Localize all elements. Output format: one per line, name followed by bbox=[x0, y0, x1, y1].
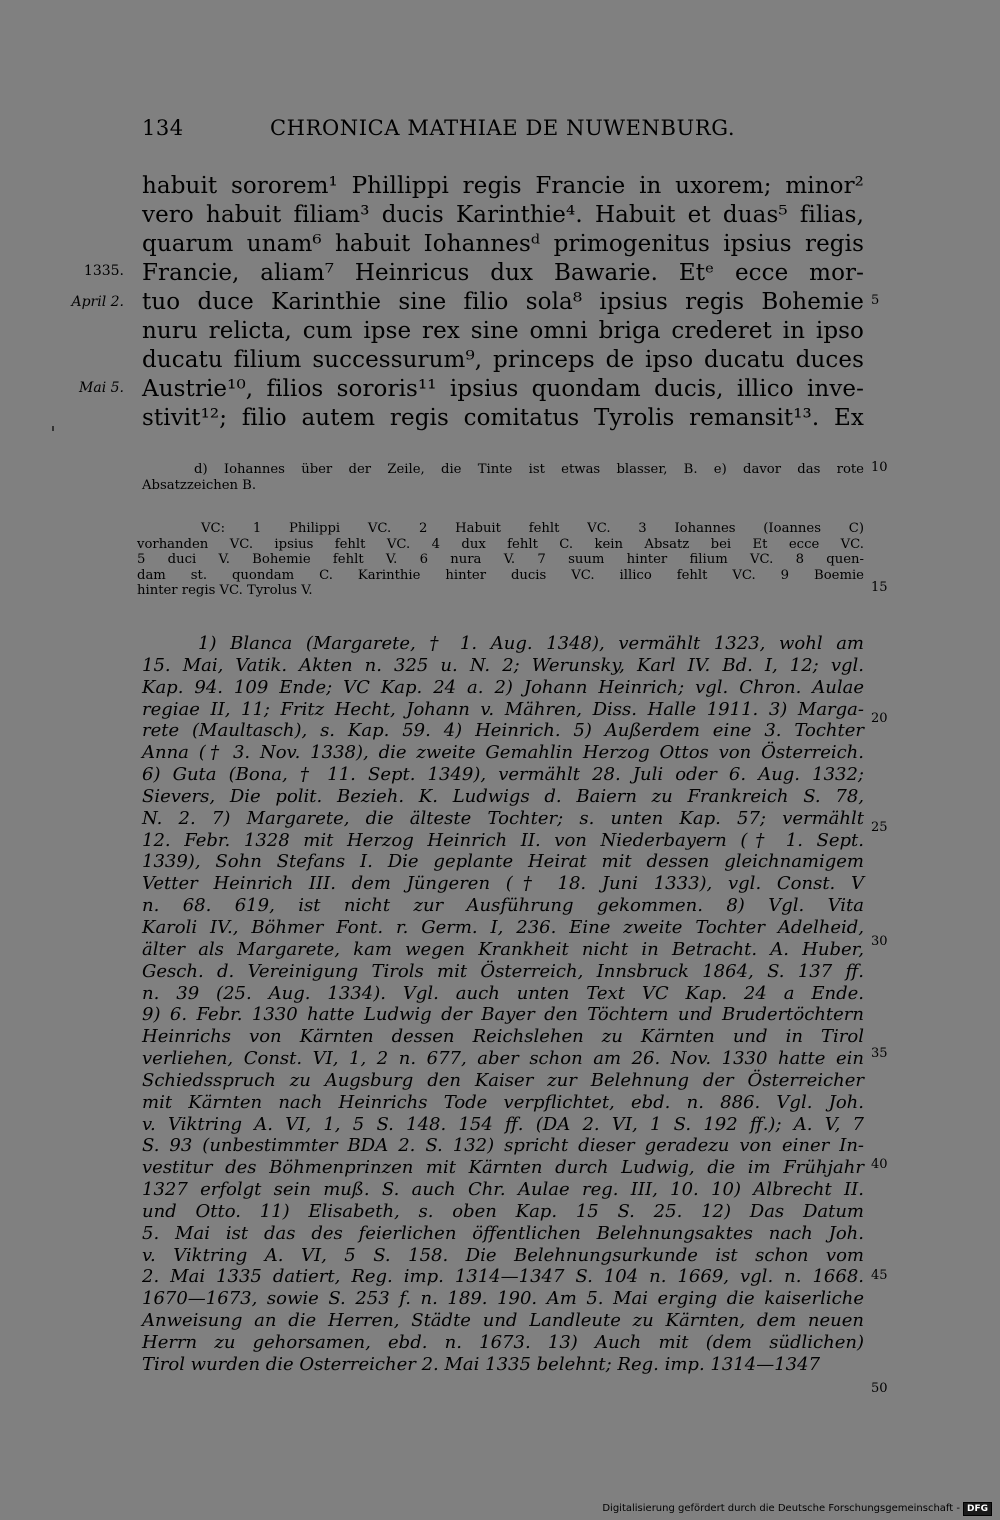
running-title: CHRONICA MATHIAE DE NUWENBURG. bbox=[270, 116, 736, 140]
line-number: 35 bbox=[871, 1046, 888, 1061]
main-text-line: tuo duce Karinthie sine filio sola⁸ ipsius regis Bohemie bbox=[142, 289, 864, 315]
line-number: 40 bbox=[871, 1157, 888, 1172]
line-number: 10 bbox=[871, 460, 888, 475]
commentary-line: 1339), Sohn Stefans I. Die geplante Heirat mit dessen gleichnamigem bbox=[142, 851, 864, 873]
variant-readings bbox=[137, 521, 864, 599]
main-text-line: habuit sororem¹ Phillippi regis Francie in uxorem; minor² bbox=[142, 173, 864, 199]
commentary-line: Kap. 94. 109 Ende; VC Kap. 24 a. 2) Johann Heinrich; vgl. Chron. Aulae bbox=[142, 676, 864, 698]
variant-line: vorhanden VC. ipsius fehlt VC. 4 dux fehlt C. kein Absatz bei Et ecce VC. bbox=[137, 536, 864, 552]
main-text bbox=[142, 172, 864, 433]
commentary-line: Tirol wurden die Osterreicher 2. Mai 1335 belehnt; Reg. imp. 1314—1347 bbox=[142, 1353, 821, 1375]
commentary-line: S. 93 (unbestimmter BDA 2. S. 132) spricht dieser geradezu von einer In- bbox=[142, 1135, 864, 1157]
line-number: 15 bbox=[871, 580, 888, 595]
commentary-notes bbox=[142, 633, 864, 1376]
commentary-line: n. 39 (25. Aug. 1334). Vgl. auch unten Text VC Kap. 24 a Ende. bbox=[142, 982, 864, 1004]
line-number: 5 bbox=[871, 293, 880, 308]
main-text-line: vero habuit filiam³ ducis Karinthie⁴. Habuit et duas⁵ filias, bbox=[142, 202, 864, 228]
commentary-line: 2. Mai 1335 datiert, Reg. imp. 1314—1347 S. 104 n. 1669, vgl. n. 1668. bbox=[142, 1266, 864, 1288]
commentary-line: 5. Mai ist das des feierlichen öffentlichen Belehnungsaktes nach Joh. bbox=[142, 1222, 864, 1244]
footer-credit bbox=[602, 1502, 992, 1516]
commentary-line: 12. Febr. 1328 mit Herzog Heinrich II. von Niederbayern († 1. Sept. bbox=[142, 829, 864, 851]
commentary-line: mit Kärnten nach Heinrichs Tode verpflichtet, ebd. n. 886. Vgl. Joh. bbox=[142, 1091, 864, 1113]
commentary-line: v. Viktring A. VI, 5 S. 158. Die Belehnungsurkunde ist schon vom bbox=[142, 1244, 864, 1266]
page-header bbox=[142, 116, 862, 146]
dfg-logo: DFG bbox=[963, 1502, 992, 1516]
commentary-line: vestitur des Böhmenprinzen mit Kärnten durch Ludwig, die im Frühjahr bbox=[142, 1157, 864, 1179]
main-text-line: ducatu filium successurum⁹, princeps de ipso ducatu duces bbox=[142, 347, 864, 373]
commentary-line: älter als Margarete, kam wegen Krankheit nicht in Betracht. A. Huber, bbox=[142, 938, 864, 960]
commentary-line: Karoli IV., Böhmer Font. r. Germ. I, 236. Eine zweite Tochter Adelheid, bbox=[142, 916, 864, 938]
main-text-line: quarum unam⁶ habuit Iohannesᵈ primogenitus ipsius regis bbox=[142, 231, 864, 257]
footer-credit-text: Digitalisierung gefördert durch die Deutsche Forschungsgemeinschaft - bbox=[602, 1503, 960, 1514]
variant-line: VC: 1 Philippi VC. 2 Habuit fehlt VC. 3 Iohannes (Ioannes C) bbox=[201, 521, 864, 536]
commentary-line: 15. Mai, Vatik. Akten n. 325 u. N. 2; Werunsky, Karl IV. Bd. I, 12; vgl. bbox=[142, 654, 864, 676]
commentary-line: Schiedsspruch zu Augsburg den Kaiser zur Belehnung der Österreicher bbox=[142, 1069, 864, 1091]
commentary-line: rete (Maultasch), s. Kap. 59. 4) Heinrich. 5) Außerdem eine 3. Tochter bbox=[142, 720, 864, 742]
stray-mark bbox=[52, 426, 54, 431]
commentary-line: 1670—1673, sowie S. 253 f. n. 189. 190. Am 5. Mai erging die kaiserliche bbox=[142, 1288, 864, 1310]
text-note-line: d) Iohannes über der Zeile, die Tinte ist etwas blasser, B. e) davor das rote bbox=[194, 462, 864, 477]
commentary-line: Sievers, Die polit. Bezieh. K. Ludwigs d. Baiern zu Frankreich S. 78, bbox=[142, 785, 864, 807]
margin-date-april: April 2. bbox=[71, 294, 124, 310]
line-number: 50 bbox=[871, 1381, 888, 1396]
commentary-line: Anna († 3. Nov. 1338), die zweite Gemahlin Herzog Ottos von Österreich. bbox=[142, 742, 864, 764]
commentary-line: 1) Blanca (Margarete, † 1. Aug. 1348), vermählt 1323, wohl am bbox=[198, 633, 864, 654]
margin-date-year: 1335. bbox=[83, 263, 124, 279]
commentary-line: und Otto. 11) Elisabeth, s. oben Kap. 15 S. 25. 12) Das Datum bbox=[142, 1200, 864, 1222]
commentary-line: Vetter Heinrich III. dem Jüngeren († 18. Juni 1333), vgl. Const. V bbox=[142, 873, 864, 895]
commentary-line: n. 68. 619, ist nicht zur Ausführung gekommen. 8) Vgl. Vita bbox=[142, 895, 864, 917]
commentary-line: v. Viktring A. VI, 1, 5 S. 148. 154 ff. (DA 2. VI, 1 S. 192 ff.); A. V, 7 bbox=[142, 1113, 864, 1135]
text-notes bbox=[142, 462, 864, 493]
commentary-line: Gesch. d. Vereinigung Tirols mit Österreich, Innsbruck 1864, S. 137 ff. bbox=[142, 960, 864, 982]
line-number: 30 bbox=[871, 934, 888, 949]
variant-line: dam st. quondam C. Karinthie hinter ducis VC. illico fehlt VC. 9 Boemie bbox=[137, 567, 864, 583]
main-text-line: Austrie¹⁰, filios sororis¹¹ ipsius quondam ducis, illico inve- bbox=[142, 376, 864, 402]
main-text-line: Francie, aliam⁷ Heinricus dux Bawarie. Etᵉ ecce mor- bbox=[142, 260, 864, 286]
commentary-line: 1327 erfolgt sein muß. S. auch Chr. Aulae reg. III, 10. 10) Albrecht II. bbox=[142, 1179, 864, 1201]
commentary-line: N. 2. 7) Margarete, die älteste Tochter; s. unten Kap. 57; vermählt bbox=[142, 807, 864, 829]
commentary-line: regiae II, 11; Fritz Hecht, Johann v. Mähren, Diss. Halle 1911. 3) Marga- bbox=[142, 698, 864, 720]
page-number: 134 bbox=[142, 116, 184, 140]
main-text-line: stivit¹²; filio autem regis comitatus Tyrolis remansit¹³. Ex bbox=[142, 405, 864, 431]
commentary-line: Herrn zu gehorsamen, ebd. n. 1673. 13) Auch mit (dem südlichen) bbox=[142, 1332, 864, 1353]
line-number: 45 bbox=[871, 1268, 888, 1283]
line-number: 20 bbox=[871, 711, 888, 726]
variant-line: 5 duci V. Bohemie fehlt V. 6 nura V. 7 suum hinter filium VC. 8 quen- bbox=[137, 552, 864, 567]
commentary-line: 6) Guta (Bona, † 11. Sept. 1349), vermählt 28. Juli oder 6. Aug. 1332; bbox=[142, 764, 864, 786]
line-number: 25 bbox=[871, 820, 888, 835]
main-text-line: nuru relicta, cum ipse rex sine omni briga crederet in ipso bbox=[142, 318, 864, 344]
commentary-line: Heinrichs von Kärnten dessen Reichslehen zu Kärnten und in Tirol bbox=[142, 1026, 864, 1048]
margin-date-mai: Mai 5. bbox=[79, 380, 124, 396]
text-note-line: Absatzzeichen B. bbox=[142, 477, 257, 493]
commentary-line: 9) 6. Febr. 1330 hatte Ludwig der Bayer den Töchtern und Brudertöchtern bbox=[142, 1004, 864, 1026]
variant-line: hinter regis VC. Tyrolus V. bbox=[137, 583, 313, 598]
commentary-line: verliehen, Const. VI, 1, 2 n. 677, aber schon am 26. Nov. 1330 hatte ein bbox=[142, 1048, 864, 1070]
commentary-line: Anweisung an die Herren, Städte und Landleute zu Kärnten, dem neuen bbox=[142, 1310, 864, 1332]
